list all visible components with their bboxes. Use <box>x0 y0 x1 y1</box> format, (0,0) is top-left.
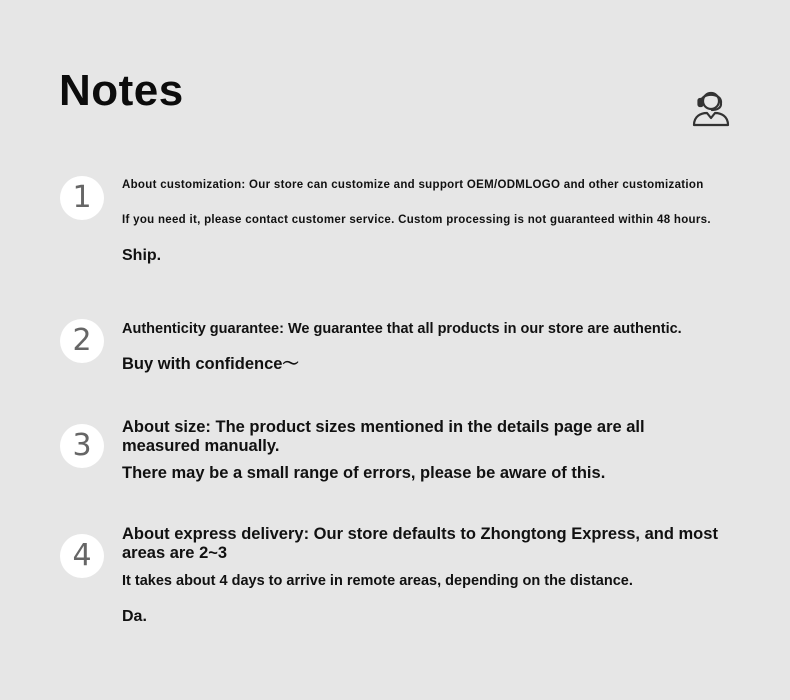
note-line: It takes about 4 days to arrive in remote areas, depending on the distance. <box>122 573 633 589</box>
note-line: If you need it, please contact customer service. Custom processing is not guaranteed within 48 hours. <box>122 214 711 226</box>
note-line: Authenticity guarantee: We guarantee that all products in our store are authentic. <box>122 321 682 337</box>
note-line: There may be a small range of errors, please be aware of this. <box>122 464 606 482</box>
note-number-badge: 4 <box>60 534 104 578</box>
note-line: About express delivery: Our store defaults to Zhongtong Express, and most areas are 2~3 <box>122 525 718 562</box>
customer-service-headset-icon <box>690 86 732 128</box>
note-number-badge: 2 <box>60 319 104 363</box>
page-title: Notes <box>59 66 184 115</box>
note-line: Ship. <box>122 247 162 264</box>
note-number-badge: 1 <box>60 176 104 220</box>
note-line: About size: The product sizes mentioned in the details page are all measured manually. <box>122 418 645 455</box>
note-number-badge: 3 <box>60 424 104 468</box>
note-line: Da. <box>122 608 147 625</box>
note-line: Buy with confidence～ <box>122 355 299 373</box>
note-line: About customization: Our store can customize and support OEM/ODMLOGO and other customization <box>122 179 704 191</box>
